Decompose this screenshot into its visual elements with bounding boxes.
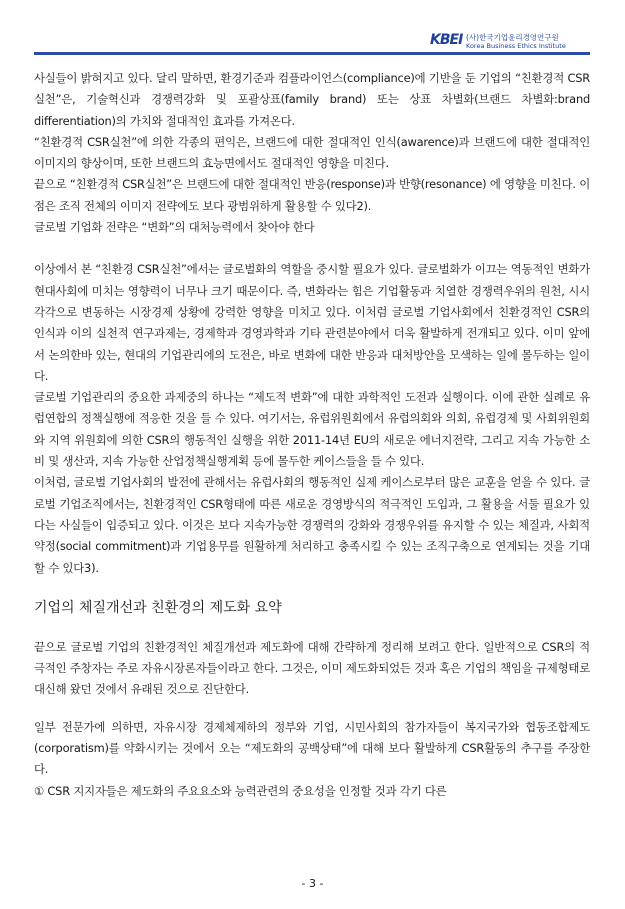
indented-paragraph: ① CSR 지지자들은 제도화의 주요요소와 능력관련의 중요성을 인정할 것과 각기 다른: [34, 783, 447, 798]
org-name-en: Korea Business Ethics Institute: [466, 42, 566, 50]
paragraph: 이처럼, 글로벌 기업사회의 발전에 관해서는 유럽사회의 행동적인 실제 케이스로부터 많은 교훈을 얻을 수 있다. 글로벌 기업조직에서는, 친환경적인 CSR형태에 따른 새로운 경영방식의 적극적인 도입과, 그 활용을 서둘 필요가 있다는 사실들이 입증되고 있다. 이것은 보다 지속가능한 경쟁력의 강화와 경쟁우위를 유지할 수 있는 체질과, 사회적 약정(social commitment)과 기업용무를 원활하게 처리하고 충족시킬 수 있는 조직구축으로 연계되는 것을 기대할 수 있다3).: [34, 475, 590, 575]
spacer: [34, 579, 590, 597]
paragraph: 이상에서 본 “친환경 CSR실천”에서는 글로벌화의 역할을 중시할 필요가 있다. 글로벌화가 이끄는 역동적인 변화가 현대사회에 미치는 영향력이 너무나 크기 때문이다. 즉, 변화라는 힘은 기업활동과 치열한 경쟁력우위의 원천, 시시각각으로 변동하는 시장경제 상황에 강력한 영향을 미치고 있다. 이처럼 글로벌 기업사회에서 친환경적인 CSR의 인식과 이의 실천적 연구과제는, 경제학과 경영과학과 기타 관련분야에서 더욱 활발하게 전개되고 있다. 이미 앞에서 논의한바 있는, 현대의 기업관리에의 도전은, 바로 변화에 대한 반응과 대처방안을 모색하는 일에 몰두하는 일이다.: [34, 262, 590, 383]
spacer: [34, 619, 590, 637]
header-rule: [34, 52, 590, 55]
spacer: [34, 238, 590, 259]
summary-paragraph: 끝으로 글로벌 기업의 친환경적인 체질개선과 제도화에 대해 간략하게 정리해 보려고 한다. 일반적으로 CSR의 적극적인 주창자는 주로 자유시장론자들이라고 한다. 그것은, 이미 제도화되었든 것과 혹은 기업의 책임을 규제형태로 대신해 왔던 것에서 유래된 것으로 진단한다.: [34, 639, 590, 697]
institute-logo: [430, 32, 590, 52]
paragraph: “친환경적 CSR실천”에 의한 각종의 편익은, 브랜드에 대한 절대적인 인식(awarence)과 브랜드에 대한 절대적인 이미지의 향상이며, 또한 브랜드의 효능면에서도 절대적인 영향을 미친다.: [34, 134, 590, 171]
paragraph: 글로벌 기업관리의 중요한 과제중의 하나는 “제도적 변화”에 대한 과학적인 도전과 실행이다. 이에 관한 실례로 유럽연합의 정책실행에 적응한 것을 들 수 있다. 여기서는, 유럽위원회에서 유럽의회와 의회, 유럽경제 및 사회위원회와 지역 위원회에 의한 CSR의 행동적인 실행을 위한 2011-14년 EU의 새로운 에너지전략, 그리고 지속 가능한 소비 및 생산과, 지속 가능한 산업정책실행계획 등에 몰두한 케이스들을 들 수 있다.: [34, 390, 590, 469]
page-header: [0, 14, 625, 54]
document-body: [34, 68, 590, 802]
page-number: - 3 -: [301, 877, 324, 890]
section-title: 기업의 체질개선과 친환경의 제도화 요약: [34, 599, 282, 616]
indented-paragraph: 일부 전문가에 의하면, 자유시장 경제체제하의 정부와 기업, 시민사회의 참가자들이 복지국가와 협동조합제도(corporatism)를 약화시키는 것에서 오는 “제도화의 공백상태”에 대해 보다 활발하게 CSR활동의 추구를 주장한다.: [34, 719, 590, 777]
paragraph: 끝으로 “친환경적 CSR실천”은 브랜드에 대한 절대적인 반응(response)과 반향(resonance) 에 영향을 미친다. 이 점은 조직 전체의 이미지 전략에도 보다 광범위하게 활용할 수 있다2).: [34, 177, 590, 213]
paragraph: 사실들이 밝혀지고 있다. 달리 말하면, 환경기준과 컴플라이언스(compliance)에 기반을 둔 기업의 “친환경적 CSR실천”은, 기술혁신과 경쟁력강화 및 포괄상표(family brand) 또는 상표 차별화(브랜드 차별화:brand differentiation)의 가치와 절대적인 효과를 가져온다.: [34, 71, 590, 128]
logo-mark: KBEI: [430, 32, 463, 48]
org-name-ko: (사)한국기업윤리경영연구원: [466, 33, 559, 42]
spacer: [34, 701, 590, 717]
subheading-line: 글로벌 기업화 전략은 “변화”의 대처능력에서 찾아야 한다: [34, 220, 315, 235]
